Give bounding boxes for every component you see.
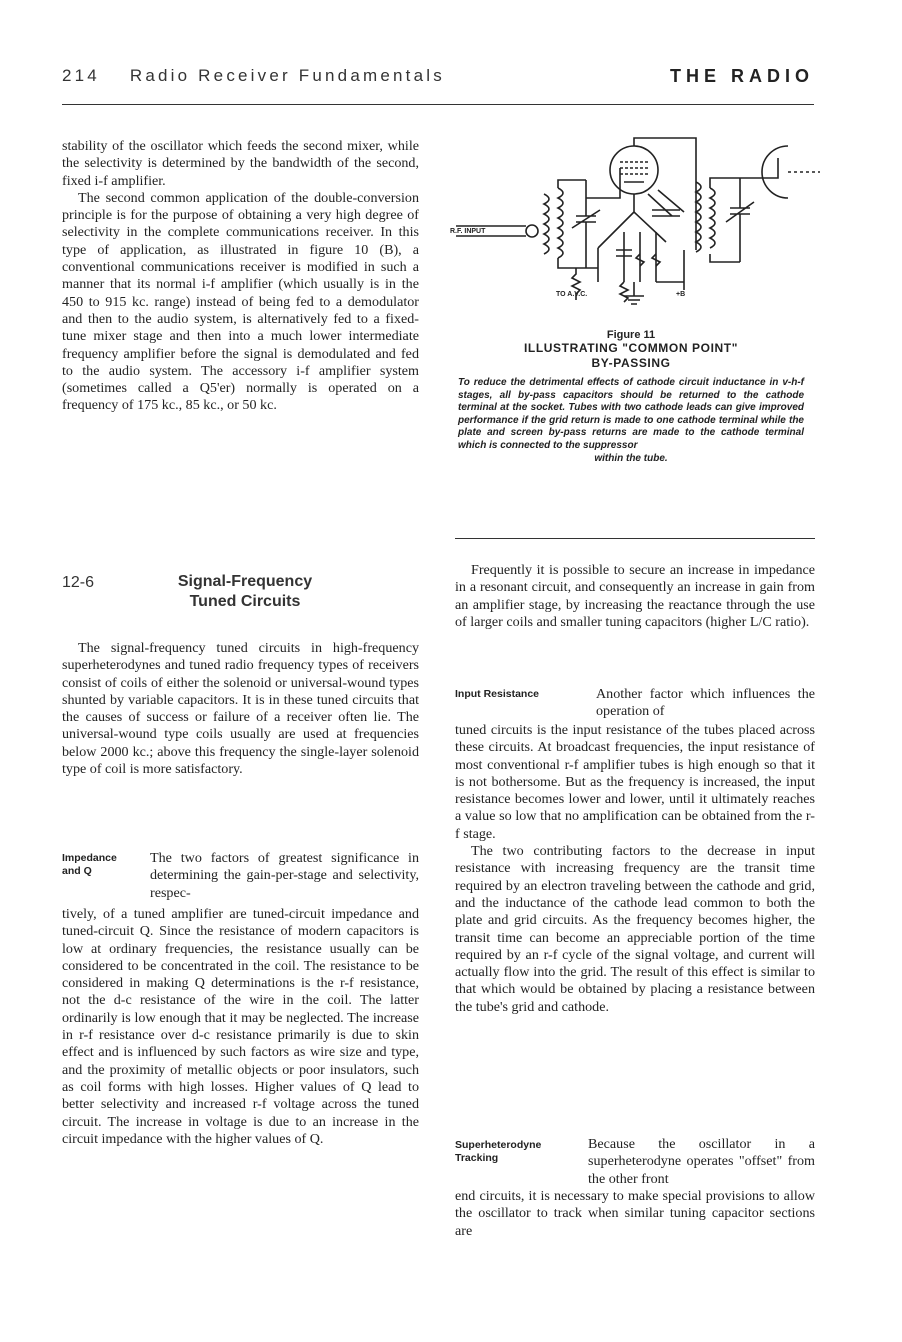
paragraph: stability of the oscillator which feeds the second mixer, while the selectivity is determined by the bandwidth of the second, fixed i-f amplifier. xyxy=(62,138,419,189)
rf-input-label: R.F. INPUT xyxy=(450,228,486,235)
caption-last-line: within the tube. xyxy=(594,452,668,464)
paragraph: The two contributing factors to the decrease in input resistance with increasing frequency are the transit time required by an electron traveling between the cathode and grid, and the inductance of the cathode lead common to both the plate and grid circuits. As the frequency becomes higher, the transit time can become an appreciable portion of the time required by an r-f cycle of the signal voltage, and current will actually flow into the grid. The result of this effect is similar to that which would be obtained by placing a resistance between the tube's grid and cathode. xyxy=(455,843,815,1015)
section-title-line-1: Signal-Frequency xyxy=(177,573,313,590)
tracking-lead xyxy=(588,1136,815,1188)
tracking-body xyxy=(455,1188,815,1240)
section-number: 12-6 xyxy=(62,574,95,591)
section-title xyxy=(150,572,340,612)
section-rule xyxy=(455,538,815,539)
impedance-lead xyxy=(150,850,419,902)
paragraph: The two factors of greatest significance in determining the gain-per-stage and selectivity, respec- xyxy=(150,850,419,901)
chapter-head: THE RADIO xyxy=(670,66,814,86)
figure-title-line-1: ILLUSTRATING "COMMON POINT" xyxy=(523,341,738,355)
impedance-sidehead xyxy=(62,852,132,878)
sidehead-line: Tracking xyxy=(455,1152,499,1164)
paragraph: Another factor which influences the operation of xyxy=(596,686,815,720)
avc-label: TO A.V.C. xyxy=(556,291,588,298)
running-head-left xyxy=(62,66,445,86)
sidehead-line: Impedance xyxy=(62,852,117,864)
figure-caption-text xyxy=(458,377,804,465)
sidehead-line: and Q xyxy=(62,865,92,877)
paragraph: Because the oscillator in a superheterodyne operates "offset" from the other front xyxy=(588,1136,815,1187)
input-resistance-sidehead: Input Resistance xyxy=(455,688,540,700)
figure-caption xyxy=(458,329,804,465)
paragraph: tively, of a tuned amplifier are tuned-circuit impedance and tuned-circuit Q. Since the resistance of modern capacitors is low at ordinary frequencies, the resistance usually can be considered to be concentrated in the coil. The resistance to be considered in making Q determinations is the r-f resistance, not the d-c resistance of the wire in the coil. The latter ordinarily is low enough that it may be neglected. The increase in r-f resistance over d-c resistance primarily is due to skin effect and is influenced by such factors as wire size and type, and the proximity of metallic objects or poor insulators, such as coil forms with high losses. Higher values of Q lead to better selectivity and increased r-f voltage across the tuned circuit. The increase in voltage is due to an increase in the circuit impedance with the higher values of Q. xyxy=(62,906,419,1147)
input-resistance-body xyxy=(455,722,815,1016)
figure-number: Figure 11 xyxy=(606,329,656,341)
figure-title-line-2: BY-PASSING xyxy=(591,356,671,370)
paragraph: tuned circuits is the input resistance of the tubes placed across these circuits. At broadcast frequencies, the input resistance of most conventional r-f amplifier tubes is high enough so that it is not bothersome. But as the frequency is increased, the input resistance becomes lower and lower, until it ultimately reaches a value so low that no amplification can be obtained from the r-f stage. xyxy=(455,722,815,842)
section-title-line-2: Tuned Circuits xyxy=(189,593,301,610)
input-resistance-lead xyxy=(596,686,815,721)
paragraph: The signal-frequency tuned circuits in high-frequency superheterodynes and tuned radio frequency types of receivers consist of coils of either the solenoid or universal-wound types shunted by variable capacitors. It is in these tuned circuits that the causes of success or failure of a receiver often lie. The universal-wound type coils usually are used at frequencies below 2000 kc.; above this frequency the single-layer solenoid type of coil is more satisfactory. xyxy=(62,640,419,778)
page-number: 214 xyxy=(62,66,100,85)
book-title: Radio Receiver Fundamentals xyxy=(129,66,445,85)
tracking-sidehead xyxy=(455,1139,585,1165)
left-column-top xyxy=(62,138,419,415)
paragraph: end circuits, it is necessary to make special provisions to allow the oscillator to track when similar tuning capacitor sections are xyxy=(455,1188,815,1239)
running-head xyxy=(62,66,814,96)
paragraph: The second common application of the double-conversion principle is for the purpose of obtaining a very high degree of selectivity in the complete communications receiver. In this type of application, as illustrated in figure 10 (B), a conventional communications receiver is modified in such a manner that its normal i-f amplifier (which usually is in the 450 to 915 kc. range) instead of being fed to a demodulator and then to the audio system, is alternatively fed to a fixed-tune mixer stage and then into a much lower intermediate frequency amplifier before the signal is demodulated and fed to the audio system. The accessory i-f amplifier system (sometimes called a Q5'er) normally is operated on a frequency of 175 kc., 85 kc., or 50 kc. xyxy=(62,189,419,414)
sidehead-line: Superheterodyne xyxy=(455,1139,542,1151)
right-column-top xyxy=(455,562,815,631)
b-plus-label: +B xyxy=(676,291,686,298)
figure-11-schematic xyxy=(448,132,820,332)
header-rule xyxy=(62,104,814,105)
impedance-body xyxy=(62,906,419,1148)
paragraph: Frequently it is possible to secure an increase in impedance in a resonant circuit, and consequently an increase in gain from an amplifier stage, by increasing the reactance through the use of larger coils and smaller tuning capacitors (higher L/C ratio). xyxy=(455,562,815,630)
section-intro xyxy=(62,640,419,778)
caption-main: To reduce the detrimental effects of cathode circuit inductance in v-h-f stages, all by-pass capacitors should be returned to the cathode terminal at the socket. Tubes with two cathode leads can give improved performance if the grid return is made to one cathode terminal while the plate and screen by-pass returns are made to the cathode terminal which is connected to the suppressor xyxy=(458,377,804,451)
